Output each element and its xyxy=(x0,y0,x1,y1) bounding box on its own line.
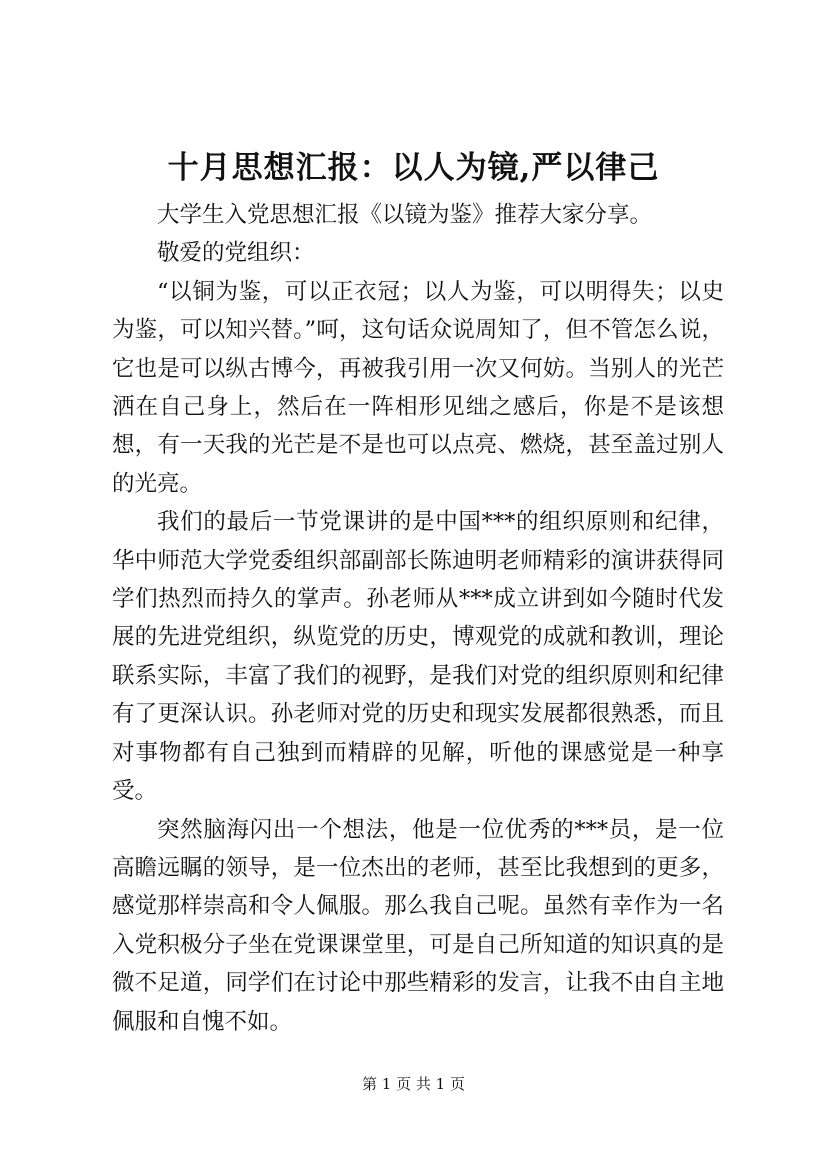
document-body xyxy=(112,196,724,1041)
page-footer: 第 1 页 共 1 页 xyxy=(362,1075,465,1093)
paragraph-party-lecture: 我们的最后一节党课讲的是中国***的组织原则和纪律，华中师范大学党委组织部副部长陈迪明老师精彩的演讲获得同学们热烈而持久的掌声。孙老师从***成立讲到如今随时代发展的先进党组织，纵览党的历史，博观党的成就和教训，理论联系实际，丰富了我们的视野，是我们对党的组织原则和纪律有了更深认识。孙老师对党的历史和现实发展都很熟悉，而且对事物都有自己独到而精辟的见解，听他的课感觉是一种享受。 xyxy=(112,509,724,805)
paragraph-reflection: 突然脑海闪出一个想法，他是一位优秀的***员，是一位高瞻远瞩的领导，是一位杰出的老师，甚至比我想到的更多，感觉那样崇高和令人佩服。那么我自己呢。虽然有幸作为一名入党积极分子坐在党课课堂里，可是自己所知道的知识真的是微不足道，同学们在讨论中那些精彩的发言，让我不由自主地佩服和自愧不如。 xyxy=(112,816,724,1035)
paragraph-intro: 大学生入党思想汇报《以镜为鉴》推荐大家分享。 xyxy=(157,202,653,228)
paragraph-quote: “以铜为鉴，可以正衣冠；以人为鉴，可以明得失；以史为鉴，可以知兴替。”呵，这句话众说周知了，但不管怎么说，它也是可以纵古博今，再被我引用一次又何妨。当别人的光芒洒在自己身上，然后在一阵相形见绌之感后，你是不是该想想，有一天我的光芒是不是也可以点亮、燃烧，甚至盖过别人的光亮。 xyxy=(112,278,724,497)
document-title: 十月思想汇报：以人为镜,严以律己 xyxy=(167,150,660,186)
paragraph-salutation: 敬爱的党组织： xyxy=(157,240,315,267)
